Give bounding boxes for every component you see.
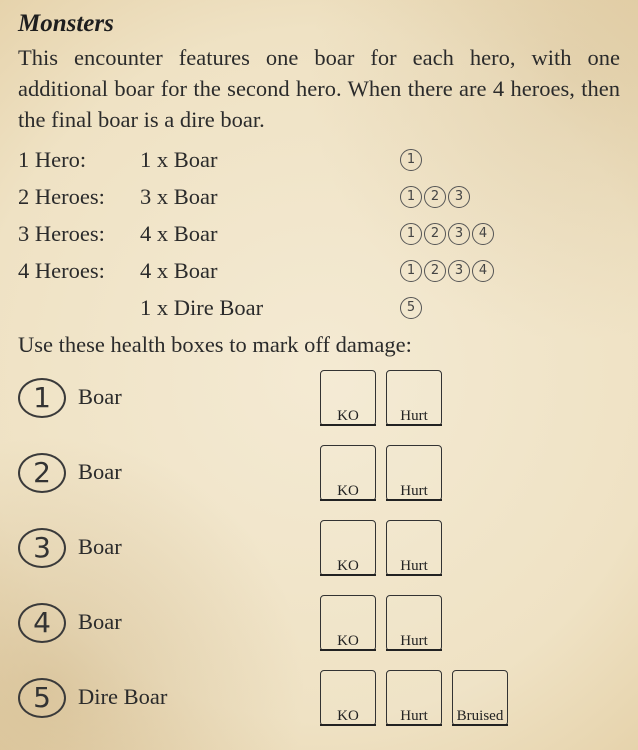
token-icon: 4 bbox=[472, 260, 494, 282]
token-group bbox=[400, 149, 422, 171]
monster-row bbox=[18, 668, 618, 743]
monster-count: 1 x Boar bbox=[140, 146, 218, 172]
monster-row bbox=[18, 368, 618, 443]
intro-paragraph: This encounter features one boar for each hero, with one additional boar for the second hero. When there are 4 heroes, then the final boar is a dire boar. bbox=[18, 45, 620, 132]
token-group bbox=[400, 297, 422, 319]
hero-count-label: 3 Heroes: bbox=[18, 220, 105, 246]
health-boxes bbox=[320, 520, 442, 576]
health-box-label: Hurt bbox=[386, 558, 442, 576]
health-box-label: KO bbox=[320, 708, 376, 726]
token-icon: 4 bbox=[472, 223, 494, 245]
token-icon: 1 bbox=[400, 223, 422, 245]
health-intro: Use these health boxes to mark off damage: bbox=[18, 332, 412, 357]
health-boxes bbox=[320, 595, 442, 651]
monster-name: Boar bbox=[78, 609, 122, 634]
health-box-hurt[interactable] bbox=[386, 595, 442, 651]
token-icon: 1 bbox=[400, 149, 422, 171]
number-token-icon: 5 bbox=[18, 678, 66, 718]
number-token-icon: 1 bbox=[18, 378, 66, 418]
monster-row bbox=[18, 518, 618, 593]
health-box-hurt[interactable] bbox=[386, 670, 442, 726]
health-box-label: KO bbox=[320, 558, 376, 576]
health-box-label: Hurt bbox=[386, 483, 442, 501]
monster-row bbox=[18, 443, 618, 518]
health-box-label: Hurt bbox=[386, 708, 442, 726]
monster-name: Boar bbox=[78, 534, 122, 559]
monster-row bbox=[18, 593, 618, 668]
page bbox=[18, 6, 620, 360]
monster-name: Dire Boar bbox=[78, 684, 168, 709]
monster-count: 1 x Dire Boar bbox=[140, 294, 264, 320]
hero-count-label: 1 Hero: bbox=[18, 146, 87, 172]
token-icon: 2 bbox=[424, 260, 446, 282]
monster-name: Boar bbox=[78, 459, 122, 484]
number-token-icon: 2 bbox=[18, 453, 66, 493]
health-box-list bbox=[18, 368, 618, 743]
health-box-ko[interactable] bbox=[320, 445, 376, 501]
health-box-hurt[interactable] bbox=[386, 520, 442, 576]
health-box-label: KO bbox=[320, 633, 376, 651]
hero-count-table bbox=[18, 141, 620, 326]
token-group bbox=[400, 223, 494, 245]
health-boxes bbox=[320, 370, 442, 426]
health-box-ko[interactable] bbox=[320, 595, 376, 651]
health-box-ko[interactable] bbox=[320, 670, 376, 726]
monster-count: 4 x Boar bbox=[140, 220, 218, 246]
token-icon: 1 bbox=[400, 260, 422, 282]
health-box-hurt[interactable] bbox=[386, 370, 442, 426]
monster-count: 4 x Boar bbox=[140, 257, 218, 283]
health-box-label: KO bbox=[320, 408, 376, 426]
health-box-label: Hurt bbox=[386, 633, 442, 651]
health-boxes bbox=[320, 445, 442, 501]
hero-count-label: 4 Heroes: bbox=[18, 257, 105, 283]
hero-row bbox=[18, 215, 620, 252]
token-group bbox=[400, 186, 470, 208]
health-box-ko[interactable] bbox=[320, 520, 376, 576]
token-icon: 3 bbox=[448, 223, 470, 245]
health-box-label: KO bbox=[320, 483, 376, 501]
token-group bbox=[400, 260, 494, 282]
monster-name: Boar bbox=[78, 384, 122, 409]
section-heading: Monsters bbox=[18, 10, 114, 37]
hero-count-label: 2 Heroes: bbox=[18, 183, 105, 209]
health-box-hurt[interactable] bbox=[386, 445, 442, 501]
health-box-bruised[interactable] bbox=[452, 670, 508, 726]
monster-count: 3 x Boar bbox=[140, 183, 218, 209]
health-box-label: Bruised bbox=[452, 708, 508, 726]
token-icon: 2 bbox=[424, 223, 446, 245]
health-boxes bbox=[320, 670, 508, 726]
hero-row bbox=[18, 252, 620, 289]
hero-row bbox=[18, 141, 620, 178]
token-icon: 2 bbox=[424, 186, 446, 208]
token-icon: 3 bbox=[448, 186, 470, 208]
health-box-ko[interactable] bbox=[320, 370, 376, 426]
hero-row bbox=[18, 289, 620, 326]
number-token-icon: 3 bbox=[18, 528, 66, 568]
token-icon: 1 bbox=[400, 186, 422, 208]
number-token-icon: 4 bbox=[18, 603, 66, 643]
token-icon: 5 bbox=[400, 297, 422, 319]
token-icon: 3 bbox=[448, 260, 470, 282]
health-box-label: Hurt bbox=[386, 408, 442, 426]
hero-row bbox=[18, 178, 620, 215]
